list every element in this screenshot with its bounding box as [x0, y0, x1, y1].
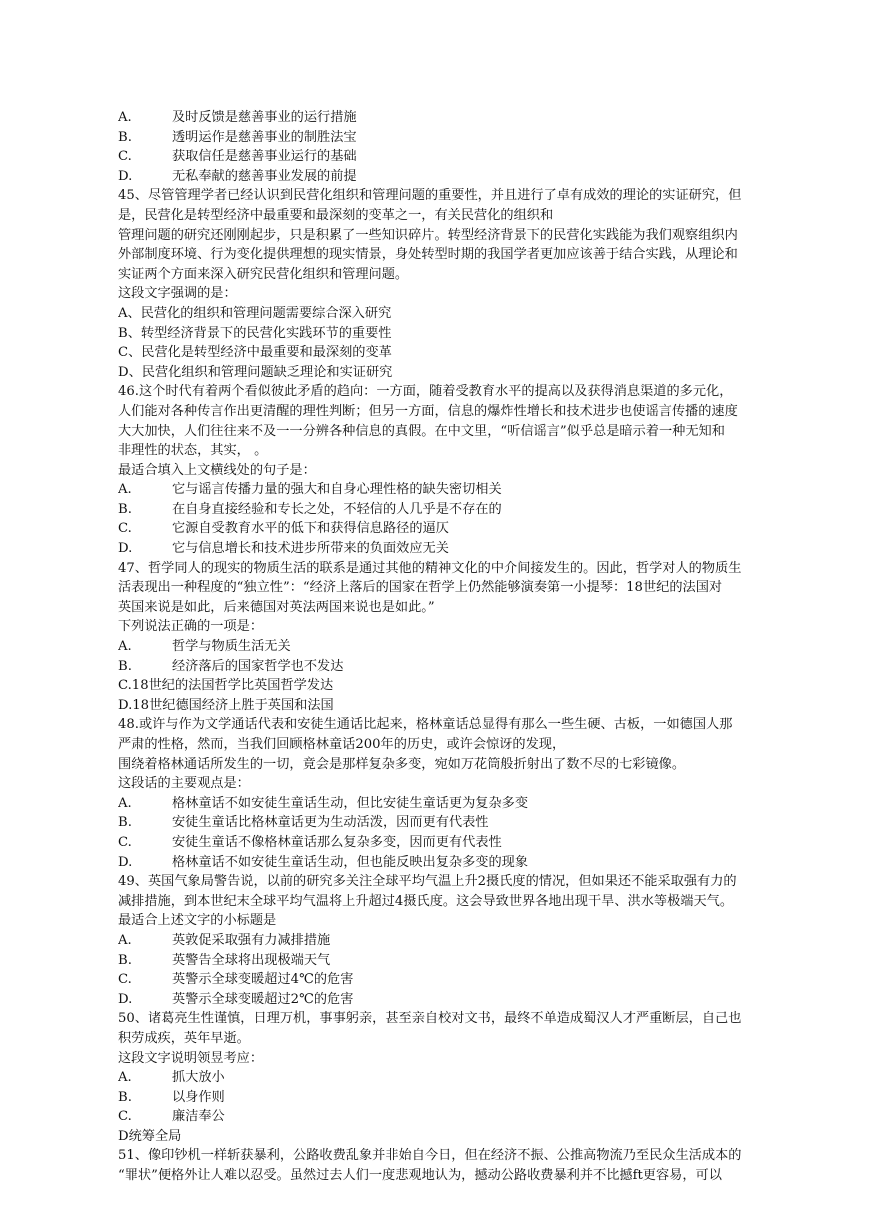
q47-option-b	[118, 657, 840, 677]
q49-option-d-letter: D.	[118, 991, 133, 1007]
document-content	[118, 108, 840, 1186]
q48-option-a-letter: A.	[118, 795, 132, 811]
q48-option-c-letter: C.	[118, 834, 132, 850]
q50-option-a-letter: A.	[118, 1070, 132, 1086]
q49-prompt: 最适合上述文字的小标题是	[118, 913, 277, 929]
q50-option-c	[118, 1107, 840, 1127]
q48-prompt: 这段话的主要观点是：	[118, 776, 250, 792]
q48-stem-line: 围绕着格林通话所发生的一切，竟会是那样复杂多变，宛如万花筒般折射出了数不尽的七彩镜像。	[118, 756, 686, 772]
q46-option-d	[118, 539, 840, 559]
q47-stem-line: 活表现出一种程度的“独立性”：“经济上落后的国家在哲学上仍然能够演奏第一小提琴：18世纪的法国对	[118, 580, 723, 596]
q46-stem-line: 大大加快，人们往往来不及一一分辨各种信息的真假。在中文里，“听信谣言”似乎总是暗示着一种无知和	[118, 423, 725, 439]
q46-option-a-text: 它与谣言传播力量的强大和自身心理性格的缺失密切相关	[172, 482, 502, 498]
q50-option-d: D统筹全局	[118, 1128, 182, 1144]
q46-option-d-text: 它与信息增长和技术进步所带来的负面效应无关	[172, 541, 449, 557]
q45-prompt: 这段文字强调的是：	[118, 286, 237, 302]
q49-stem-line: 49、英国气象局警告说，以前的研究多关注全球平均气温上升2摄氏度的情况，但如果还不能采取强有力的	[118, 874, 737, 890]
q44-option-d-text: 无私奉献的慈善事业发展的前提	[172, 168, 357, 184]
q48-option-d-text: 格林童话不如安徒生童话生动，但也能反映出复杂多变的现象	[172, 854, 529, 870]
q50-stem-line: 积劳成疾，英年早逝。	[118, 1030, 250, 1046]
q46-stem-line: 人们能对各种传言作出更清醒的理性判断；但另一方面，信息的爆炸性增长和技术进步也使谣言传播的速度	[118, 403, 738, 419]
q46-option-c-letter: C.	[118, 521, 132, 537]
q45-option-b: B、转型经济背景下的民营化实践环节的重要性	[118, 325, 392, 341]
q50-option-b-text: 以身作则	[172, 1089, 225, 1105]
q51-stem-line: 51、像印钞机一样斩获暴利，公路收费乱象并非始自今日，但在经济不振、公推高物流乃至民众生活成本的	[118, 1148, 742, 1164]
q46-option-c-text: 它源自受教育水平的低下和获得信息路径的逼仄	[172, 521, 449, 537]
q51-stem-line: “罪状”便格外让人难以忍受。虽然过去人们一度悲观地认为，撼动公路收费暴利并不比撼ft更容易，可以	[118, 1168, 722, 1184]
q47-option-a	[118, 637, 840, 657]
q48-stem-line: 严肃的性格，然而，当我们回顾格林童话200年的历史，或许会惊讶的发现，	[118, 737, 566, 752]
q50-option-c-text: 廉洁奉公	[172, 1109, 225, 1125]
q44-option-c-letter: C.	[118, 149, 132, 165]
q49-option-c	[118, 970, 840, 990]
q50-option-c-letter: C.	[118, 1109, 132, 1125]
q45-stem-line: 外部制度环境、行为变化提供理想的现实情景，身处转型时期的我国学者更加应该善于结合实践，从理论和	[118, 247, 738, 263]
q47-option-b-letter: B.	[118, 658, 132, 674]
q50-option-b-letter: B.	[118, 1089, 132, 1105]
q45-option-d: D、民营化组织和管理问题缺乏理论和实证研究	[118, 364, 393, 380]
q47-stem-line: 47、哲学同人的现实的物质生活的联系是通过其他的精神文化的中介间接发生的。因此，哲学对人的物质生	[118, 560, 742, 576]
q49-option-b	[118, 951, 840, 971]
q48-option-d-letter: D.	[118, 854, 133, 870]
q45-stem-line: 45、尽管管理学者已经认识到民营化组织和管理问题的重要性，并且进行了卓有成效的理论的实证研究，但	[118, 188, 742, 204]
q49-option-d-text: 英警示全球变暖超过2℃的危害	[172, 991, 354, 1007]
q46-option-b-letter: B.	[118, 501, 132, 517]
q49-option-c-text: 英警示全球变暖超过4℃的危害	[172, 972, 354, 988]
q45-stem-line: 是，民营化是转型经济中最重要和最深刻的变革之一，有关民营化的组织和	[118, 207, 554, 223]
q50-prompt: 这段文字说明领昱考应：	[118, 1050, 264, 1066]
q49-option-d	[118, 990, 840, 1010]
q44-option-c	[118, 147, 840, 167]
q47-stem-line: 英国来说是如此，后来德国对英法两国来说也是如此。”	[118, 599, 435, 615]
q46-option-b-text: 在自身直接经验和专长之处，不轻信的人几乎是不存在的	[172, 501, 502, 517]
q48-option-b-text: 安徒生童话比格林童话更为生动活泼，因而更有代表性	[172, 815, 489, 831]
q49-option-b-letter: B.	[118, 952, 132, 968]
q46-option-a	[118, 480, 840, 500]
q44-option-d-letter: D.	[118, 168, 133, 184]
q48-option-b-letter: B.	[118, 815, 132, 831]
q45-stem-line: 实证两个方面来深入研究民营化组织和管理问题。	[118, 266, 409, 282]
q46-option-c	[118, 519, 840, 539]
q50-option-b	[118, 1088, 840, 1108]
q48-option-c-text: 安徒生童话不像格林童话那么复杂多变，因而更有代表性	[172, 834, 502, 850]
q50-stem-line: 50、诸葛亮生性谨慎，日理万机，事事躬亲，甚至亲自校对文书，最终不单造成蜀汉人才严重断层，自己也	[118, 1011, 742, 1027]
q44-option-b-letter: B.	[118, 129, 132, 145]
q44-option-b	[118, 128, 840, 148]
q48-option-c	[118, 833, 840, 853]
q45-option-a: A、民营化的组织和管理问题需要综合深入研究	[118, 305, 392, 321]
q48-stem-line: 48.或许与作为文学通话代表和安徒生通话比起来，格林童话总显得有那么一些生硬、古板，一如德国人那	[118, 717, 733, 733]
q47-option-a-letter: A.	[118, 639, 132, 655]
q44-option-a-letter: A.	[118, 110, 132, 125]
q49-option-a	[118, 931, 840, 951]
q44-option-a	[118, 108, 840, 128]
q47-option-a-text: 哲学与物质生活无关	[172, 639, 291, 655]
q45-stem-line: 管理问题的研究还刚刚起步，只是积累了一些知识碎片。转型经济背景下的民营化实践能为我们观察组织内	[118, 227, 738, 243]
q50-option-a	[118, 1068, 840, 1088]
q46-option-a-letter: A.	[118, 482, 132, 498]
q47-prompt: 下列说法正确的一项是：	[118, 619, 264, 635]
q44-option-b-text: 透明运作是慈善事业的制胜法宝	[172, 129, 357, 145]
q45-option-c: C、民营化是转型经济中最重要和最深刻的变革	[118, 345, 392, 361]
q44-option-d	[118, 167, 840, 187]
q47-option-d: D.18世纪德国经济上胜于英国和法国	[118, 697, 334, 713]
q46-stem-line: 非理性的状态，其实， 。	[118, 443, 268, 459]
q48-option-d	[118, 853, 840, 873]
q47-option-c: C.18世纪的法国哲学比英国哲学发达	[118, 678, 334, 694]
q48-option-a-text: 格林童话不如安徒生童话生动，但比安徒生童话更为复杂多变	[172, 795, 529, 811]
q50-option-a-text: 抓大放小	[172, 1070, 225, 1086]
q49-stem-line: 减排措施，到本世纪末全球平均气温将上升超过4摄氏度。这会导致世界各地出现干旱、洪水等极端天气。	[118, 893, 734, 909]
q46-prompt: 最适合填入上文横线处的句子是：	[118, 462, 316, 478]
q44-option-c-text: 获取信任是慈善事业运行的基础	[172, 149, 357, 165]
q44-option-a-text: 及时反馈是慈善事业的运行措施	[172, 110, 357, 125]
q49-option-a-letter: A.	[118, 932, 132, 948]
q48-option-a	[118, 794, 840, 814]
q47-option-b-text: 经济落后的国家哲学也不发达	[172, 658, 344, 674]
q48-option-b	[118, 813, 840, 833]
q46-option-d-letter: D.	[118, 541, 133, 557]
q49-option-c-letter: C.	[118, 972, 132, 988]
q49-option-a-text: 英敦促采取强有力减排措施	[172, 932, 331, 948]
q46-stem-line: 46.这个时代有着两个看似彼此矛盾的趋向：一方面，随着受教育水平的提高以及获得消息渠道的多元化，	[118, 384, 733, 400]
q49-option-b-text: 英警告全球将出现极端天气	[172, 952, 331, 968]
q46-option-b	[118, 500, 840, 520]
